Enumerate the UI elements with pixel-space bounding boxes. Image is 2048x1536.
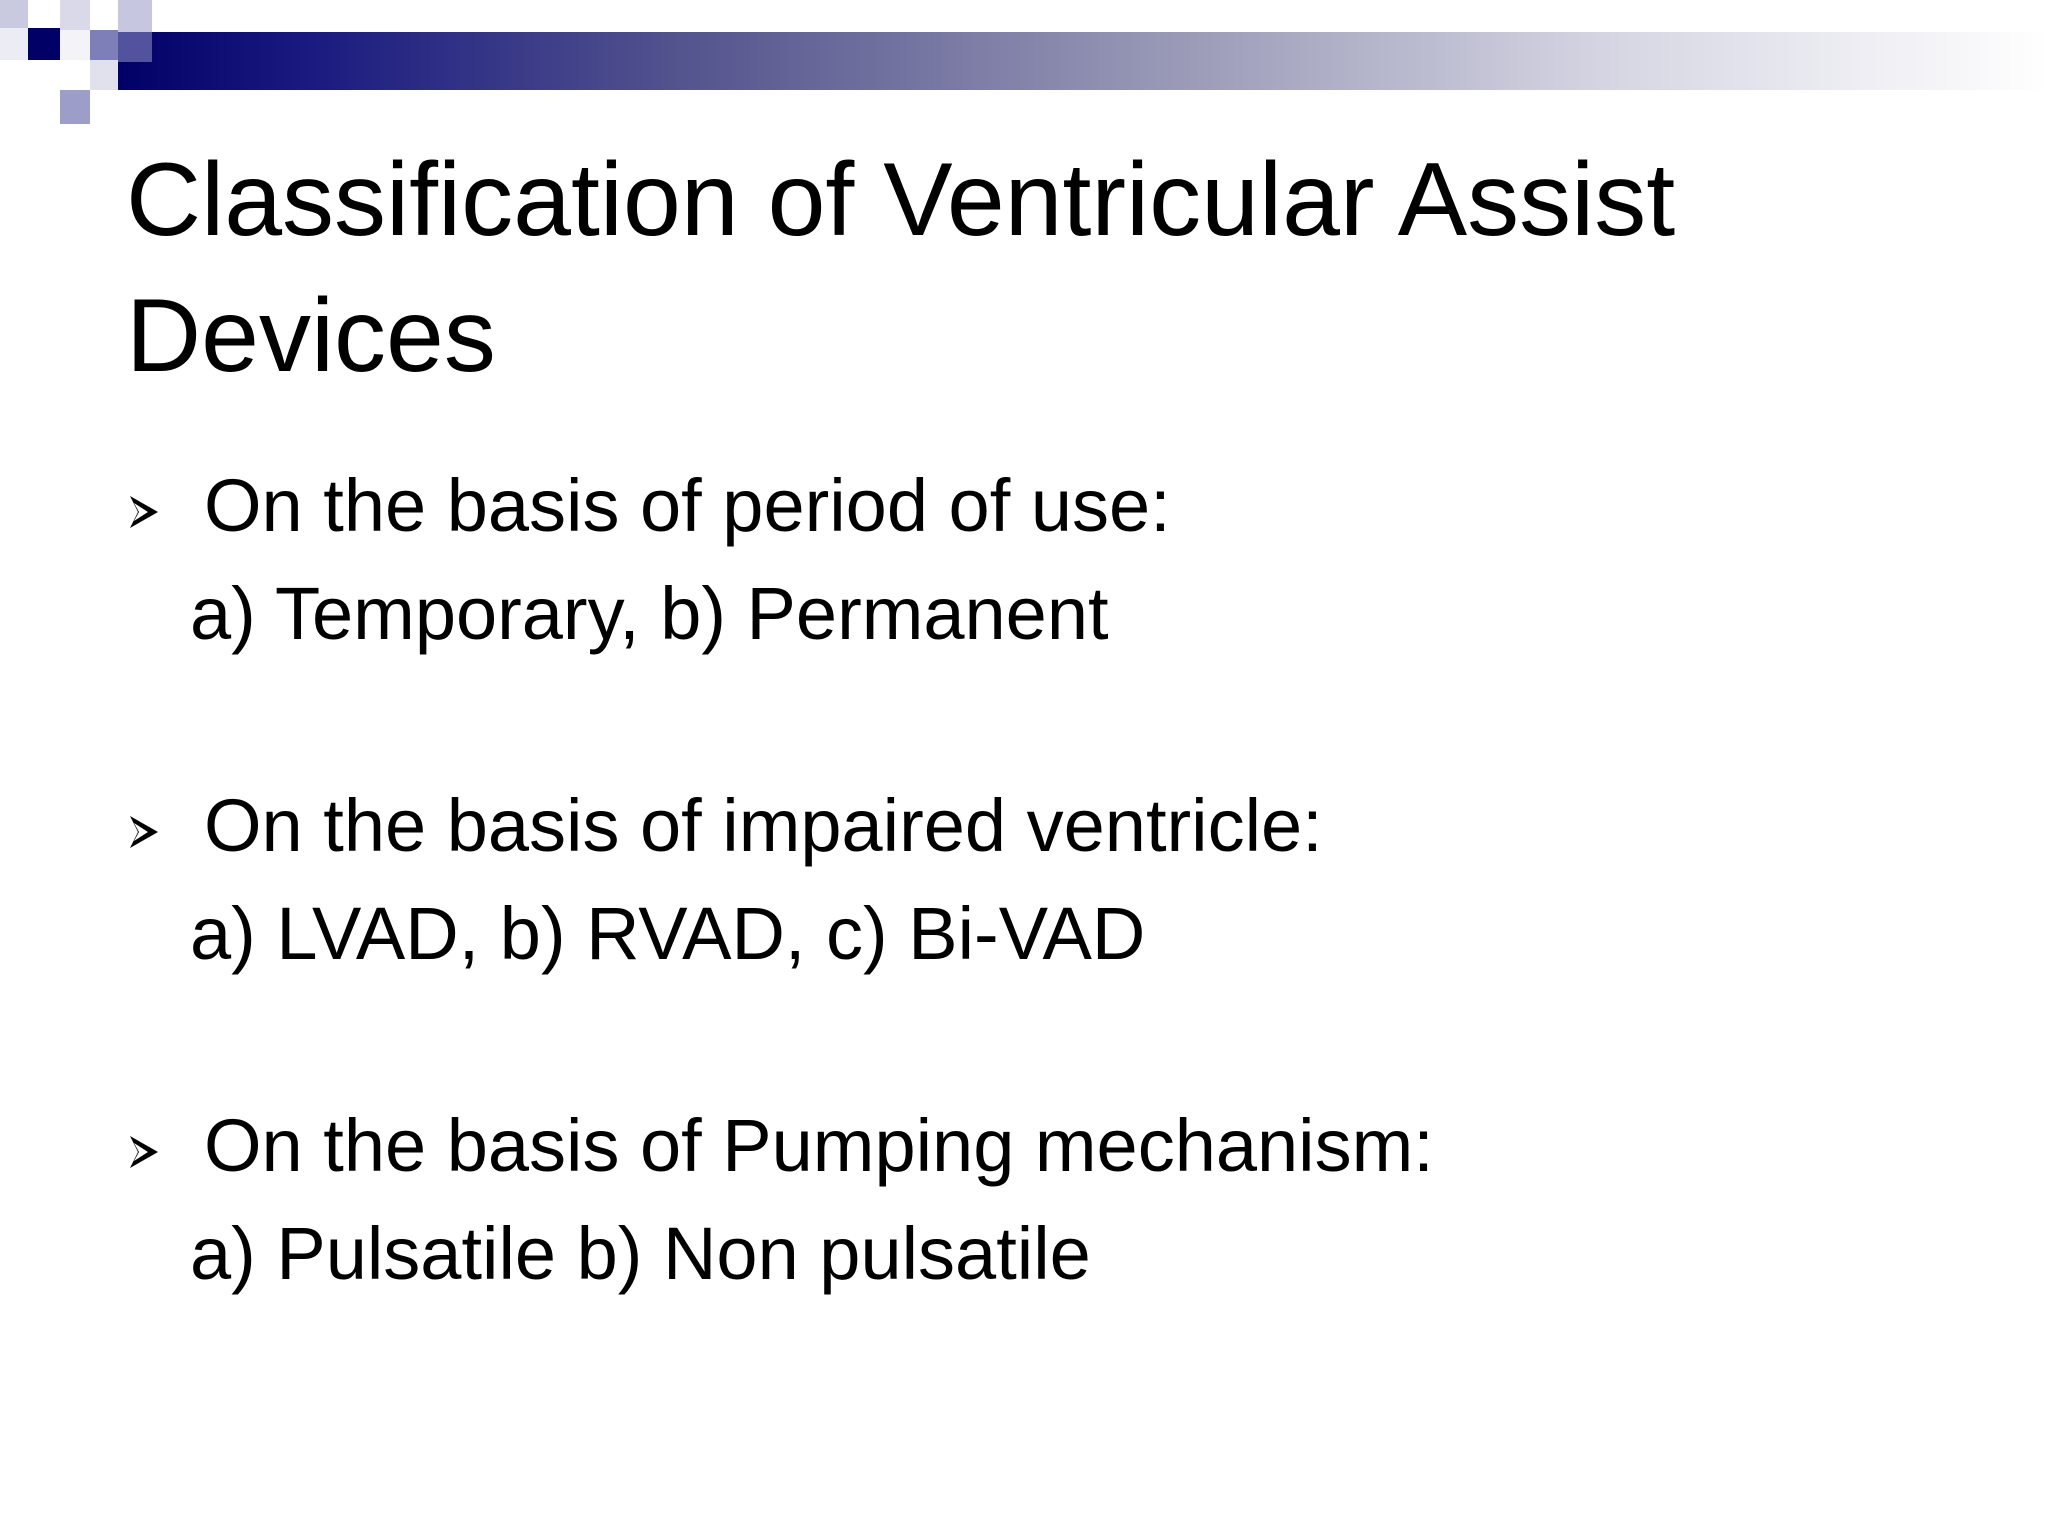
decorative-square (60, 30, 90, 60)
decorative-square (118, 32, 152, 62)
list-item (126, 1092, 1986, 1308)
decorative-square (118, 0, 152, 32)
slide-title: Classification of Ventricular Assist Devices (126, 142, 1676, 394)
decorative-square (0, 0, 28, 28)
arrow-bullet-icon (126, 812, 162, 852)
decorative-square (28, 28, 60, 60)
list-item-label: On the basis of impaired ventricle: (204, 784, 1323, 867)
list-item-heading (126, 452, 1986, 560)
list-item-detail: a) Pulsatile b) Non pulsatile (190, 1212, 1091, 1295)
list-item (126, 452, 1986, 668)
list-item-heading (126, 1092, 1986, 1200)
bullet-list (126, 452, 1986, 1412)
list-item (126, 772, 1986, 988)
list-item-label: On the basis of period of use: (204, 464, 1171, 547)
list-item-detail: a) LVAD, b) RVAD, c) Bi-VAD (190, 892, 1146, 975)
list-item-heading (126, 772, 1986, 880)
decorative-square (0, 28, 28, 60)
decorative-square (90, 0, 120, 30)
arrow-bullet-icon (126, 1132, 162, 1172)
decorative-square (90, 30, 118, 60)
header-gradient-bar (118, 32, 2048, 90)
list-item-detail: a) Temporary, b) Permanent (190, 572, 1109, 655)
list-item-label: On the basis of Pumping mechanism: (204, 1104, 1434, 1187)
decorative-square (60, 90, 90, 124)
arrow-bullet-icon (126, 492, 162, 532)
decorative-square (90, 60, 118, 90)
decorative-square (60, 0, 90, 30)
